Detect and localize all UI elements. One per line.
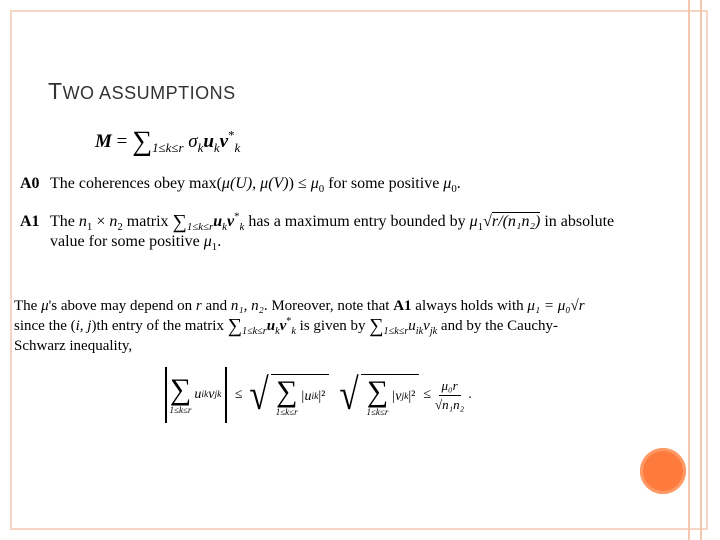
radical-symbol: √	[339, 370, 360, 419]
para-line-2	[14, 316, 688, 336]
a0-text: .	[456, 175, 461, 192]
a1-text: matrix	[122, 213, 173, 230]
frac-numerator: μ₀r	[439, 378, 461, 396]
matrix-svd-equation	[95, 126, 240, 158]
vec-u: u	[266, 318, 276, 334]
mu1-equation: μ₁ = μ₀√r	[527, 298, 585, 314]
period: .	[468, 387, 472, 402]
mu1: μ	[469, 213, 478, 230]
abs-u: |u	[300, 388, 312, 404]
cauchy-schwarz-formula: ∑ 1≤k≤r u ik v jk ≤ √ ∑ 1≤k≤r |u ik |² √ ∑ 1≤k≤r |v jk |² ≤ $\frac{\text{μ₀r}}{\text{√n₁n₂}}$ .	[165, 366, 472, 424]
decor-line	[700, 0, 702, 540]
mu0: μ	[443, 175, 452, 192]
u-term: u	[408, 318, 416, 334]
abs-bar-left	[165, 367, 167, 423]
sum-symbol: ∑	[275, 374, 298, 408]
a0-text: for some positive	[324, 175, 444, 192]
v-term: v	[208, 387, 215, 402]
dims-symbol: n₁, n₂	[230, 298, 264, 314]
decor-circle	[640, 448, 686, 494]
a0-text: The coherences obey max(	[50, 175, 222, 192]
para-line-1	[14, 296, 688, 316]
vec-v-sub: k	[291, 326, 296, 337]
slide-title	[48, 78, 236, 105]
n1-sub: 1	[86, 221, 93, 234]
vec-u-sub: k	[275, 326, 280, 337]
vec-v-sup: *	[286, 316, 292, 327]
sum-limit: 1≤k≤r	[275, 406, 298, 417]
para-text: )th entry of the matrix	[91, 318, 228, 334]
mu-symbol: μ	[41, 298, 49, 314]
sum-symbol: ∑	[227, 315, 242, 337]
sqrt-u: √ ∑ 1≤k≤r |u ik |²	[247, 373, 330, 417]
sigma-term: σ	[188, 131, 198, 152]
sigma-sub: k	[197, 139, 204, 155]
sum-symbol: ∑	[366, 374, 389, 408]
sum-range: 1≤k≤r	[241, 326, 267, 337]
rank-symbol: r	[195, 298, 202, 314]
radical-symbol: √	[248, 370, 269, 419]
sum-range: 1≤k≤r	[186, 221, 214, 234]
vec-v-sub: k	[239, 221, 245, 234]
n1: n	[78, 213, 87, 230]
vec-v-sup: *	[234, 210, 240, 223]
index-symbol: i, j	[75, 318, 92, 334]
para-text: 's above may depend on	[48, 298, 196, 314]
vec-v-sub: k	[234, 139, 241, 155]
sum-symbol: ∑	[169, 373, 192, 406]
mu1: μ	[203, 233, 212, 250]
eq-lhs: M	[95, 131, 112, 152]
coherence-terms: μ(U), μ(V)	[221, 175, 289, 192]
mu0-sub: 0	[451, 183, 457, 196]
assumption-a0	[20, 174, 690, 194]
explanation-paragraph	[14, 296, 688, 356]
v-term: v	[423, 318, 430, 334]
decor-line	[688, 0, 690, 540]
n2: n	[109, 213, 118, 230]
assumption-tag: A1	[20, 213, 40, 230]
frac-denominator: √n₁n₂	[435, 396, 465, 412]
para-text: is given by	[295, 318, 370, 334]
mu1-sub: 1	[477, 221, 484, 234]
n2-sub: 2	[117, 221, 123, 234]
sum-range: 1≤k≤r	[383, 326, 409, 337]
a1-text: has a maximum entry bounded by	[244, 213, 470, 230]
sum-range: 1≤k≤r	[152, 139, 184, 155]
a1-text: .	[217, 233, 222, 250]
para-text: always holds with	[411, 298, 528, 314]
u-term: u	[194, 387, 202, 402]
le-sign: ≤	[234, 387, 243, 402]
a1-continuation	[20, 232, 690, 252]
le-sign: ≤	[423, 387, 431, 402]
mu0-sub: 0	[318, 183, 325, 196]
sqrt-arg: r/(n₁n₂)	[491, 213, 541, 230]
sum-operator	[170, 375, 192, 415]
times: ×	[92, 213, 110, 230]
para-text: . Moreover, note that	[263, 298, 394, 314]
mu0: μ	[310, 175, 319, 192]
sum-symbol: ∑	[132, 126, 153, 157]
assumption-a1	[20, 212, 690, 252]
para-line-3: Schwarz inequality,	[14, 338, 133, 354]
vec-v: v	[279, 318, 287, 334]
abs-u-end: |²	[318, 388, 326, 404]
a1-text: The	[50, 213, 79, 230]
sum-symbol: ∑	[172, 211, 187, 233]
a1-text: in absolute	[540, 213, 615, 230]
para-text: and by the Cauchy-	[437, 318, 558, 334]
abs-bar-right	[225, 367, 227, 423]
sqrt-v: √ ∑ 1≤k≤r |v jk |²	[337, 373, 419, 417]
sum-limit: 1≤k≤r	[366, 406, 389, 417]
para-text: and	[201, 298, 231, 314]
v-sub: jk	[429, 326, 438, 337]
eq-sign: =	[116, 131, 128, 152]
abs-v-end: |²	[408, 388, 416, 404]
bound-fraction	[435, 378, 464, 413]
vec-v: v	[226, 213, 235, 230]
title-initial: T	[48, 78, 63, 104]
vec-v: v	[219, 131, 229, 152]
sum-symbol: ∑	[369, 315, 384, 337]
a1-ref: A1	[393, 298, 412, 314]
title-rest: WO ASSUMPTIONS	[62, 83, 236, 103]
u-sub: ik	[415, 326, 424, 337]
vec-u-sub: k	[222, 221, 227, 234]
vec-u-sub: k	[213, 139, 220, 155]
sum-limit: 1≤k≤r	[169, 405, 192, 415]
abs-v: |v	[391, 388, 402, 404]
vec-u: u	[213, 213, 223, 230]
sqrt-symbol: √	[483, 213, 492, 230]
a1-text: value for some positive	[50, 233, 204, 250]
vec-v-sup: *	[228, 127, 235, 143]
mu1-sub: 1	[211, 241, 218, 254]
vec-u: u	[203, 131, 214, 152]
para-text: The	[14, 298, 42, 314]
a0-text: ) ≤	[288, 175, 311, 192]
assumption-tag: A0	[20, 175, 40, 192]
para-text: since the (	[14, 318, 76, 334]
